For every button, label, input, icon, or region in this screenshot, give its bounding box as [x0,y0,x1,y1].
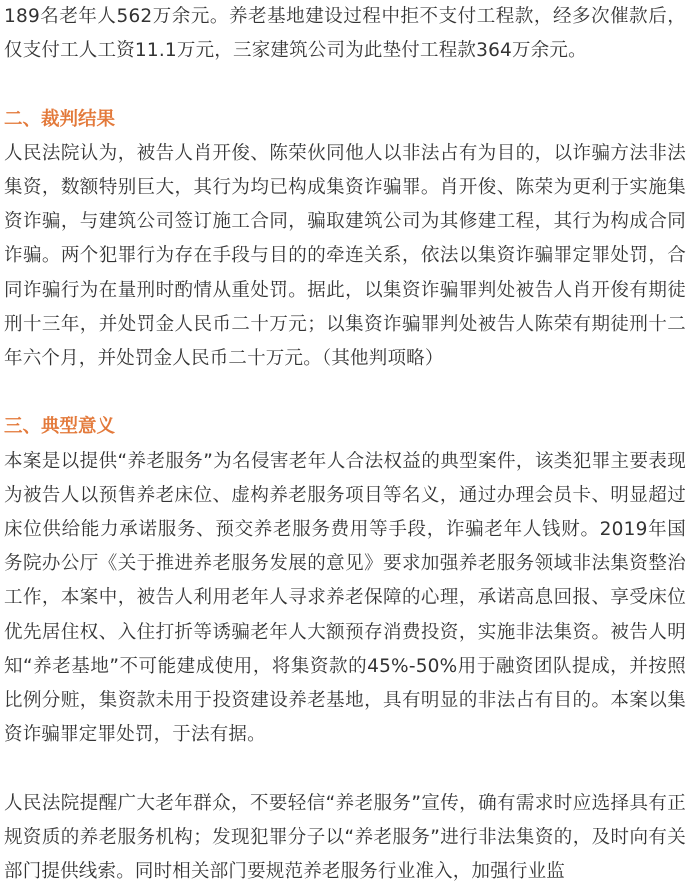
paragraph-spacer [4,376,686,410]
paragraph-spacer [4,752,686,786]
significance-paragraph: 本案是以提供“养老服务”为名侵害老年人合法权益的典型案件，该类犯罪主要表现为被告人以预售养老床位、虚构养老服务项目等名义，通过办理会员卡、明显超过床位供给能力承诺服务、预交养老服务费用等手段，诈骗老年人钱财。2019年国务院办公厅《关于推进养老服务发展的意见》要求加强养老服务领域非法集资整治工作，本案中，被告人利用老年人寻求养老保障的心理，承诺高息回报、享受床位优先居住权、入住打折等诱骗老年人大额预存消费投资，实施非法集资。被告人明知“养老基地”不可能建成使用，将集资款的45%-50%用于融资团队提成，并按照比例分赃，集资款未用于投资建设养老基地，具有明显的非法占有目的。本案以集资诈骗罪定罪处罚，于法有据。 [4,450,686,746]
section-heading-verdict: 二、裁判结果 [4,108,116,130]
article-content [4,0,686,889]
paragraph-spacer [4,68,686,102]
intro-paragraph: 189名老年人562万余元。养老基地建设过程中拒不支付工程款，经多次催款后，仅支付工人工资11.1万元，三家建筑公司为此垫付工程款364万余元。 [4,6,686,62]
section-heading-significance: 三、典型意义 [4,416,116,438]
verdict-paragraph: 人民法院认为，被告人肖开俊、陈荣伙同他人以非法占有为目的，以诈骗方法非法集资，数额特别巨大，其行为均已构成集资诈骗罪。肖开俊、陈荣为更利于实施集资诈骗，与建筑公司签订施工合同，骗取建筑公司为其修建工程，其行为构成合同诈骗。两个犯罪行为存在手段与目的的牵连关系，依法以集资诈骗罪定罪处罚，合同诈骗行为在量刑时酌情从重处罚。据此，以集资诈骗罪判处被告人肖开俊有期徒刑十三年，并处罚金人民币二十万元；以集资诈骗罪判处被告人陈荣有期徒刑十二年六个月，并处罚金人民币二十万元。（其他判项略） [4,142,686,370]
closing-paragraph: 人民法院提醒广大老年群众，不要轻信“养老服务”宣传，确有需求时应选择具有正规资质的养老服务机构；发现犯罪分子以“养老服务”进行非法集资的，及时向有关部门提供线索。同时相关部门要规范养老服务行业准入，加强行业监 [4,792,686,883]
